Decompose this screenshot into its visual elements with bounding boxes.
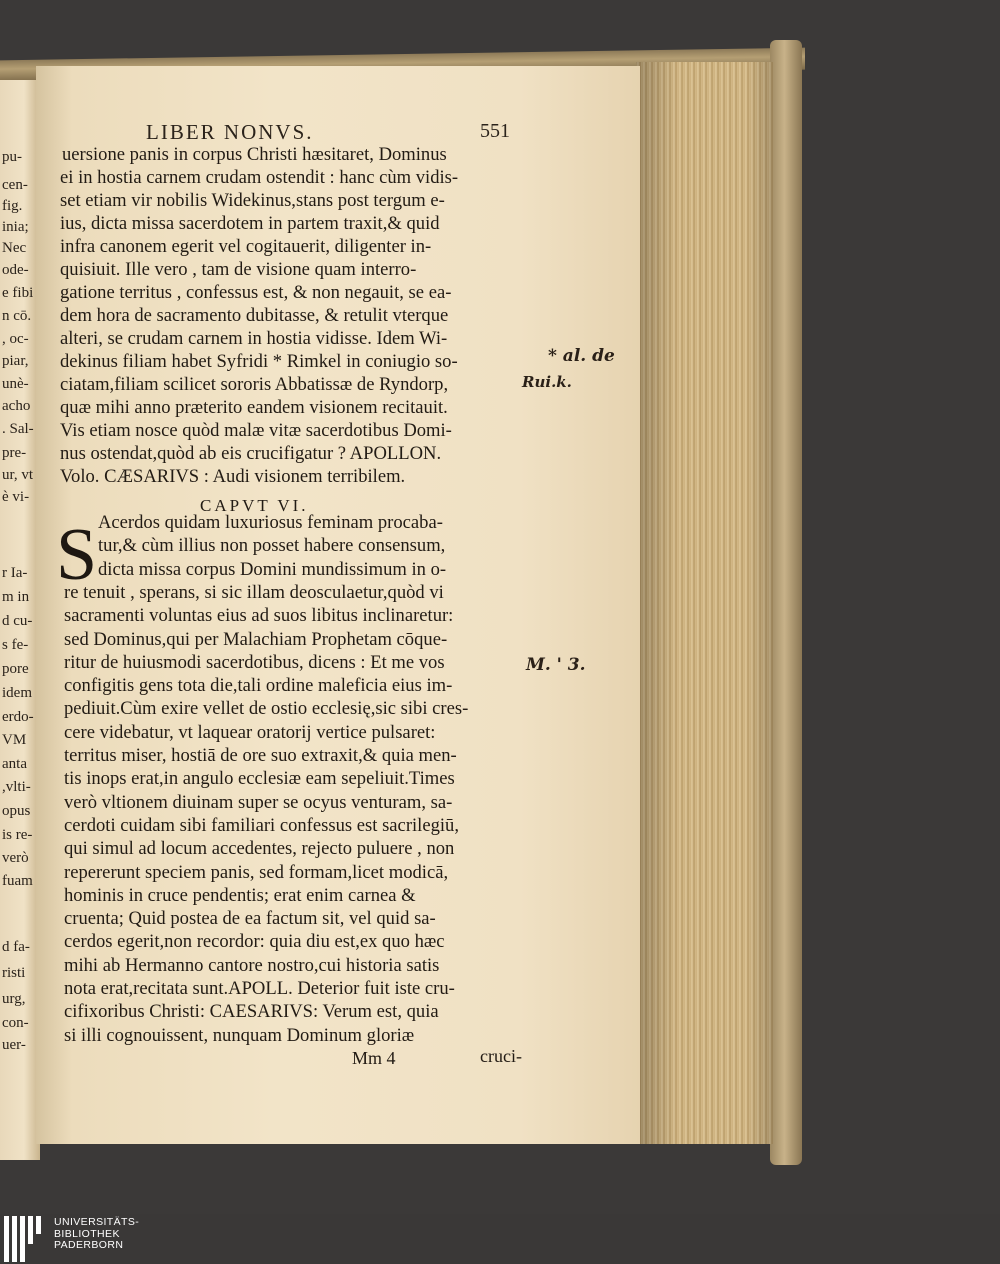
left-page-fragment-text: e fibi xyxy=(2,285,34,301)
library-logo-icon xyxy=(4,1216,48,1262)
left-page-fragment-text: pre- xyxy=(2,445,27,461)
text-line: dekinus filiam habet Syfridi * Rimkel in coniugio so- xyxy=(60,351,458,372)
catchword: cruci- xyxy=(480,1046,522,1066)
signature-mark: Mm 4 xyxy=(352,1048,396,1068)
chapter-text-line: cifixoribus Christi: CAESARIVS: Verum est, quia xyxy=(64,1001,439,1023)
left-page-fragment-text: VM xyxy=(2,732,27,748)
chapter-text-line: pediuit.Cùm exire vellet de ostio ecclesię,sic sibi cres- xyxy=(64,698,469,720)
footer-bar xyxy=(0,1214,1000,1264)
chapter-text-line: verò vltionem diuinam super se ocyus venturam, sa- xyxy=(64,791,453,813)
text-line: dem hora de sacramento dubitasse, & retulit vterque xyxy=(60,305,449,326)
left-page-fragment-text: urg, xyxy=(2,991,26,1007)
left-page-fragment-text: fig. xyxy=(2,198,23,214)
chapter-text-line: ritur de huiusmodi sacerdotibus, dicens : Et me vos xyxy=(64,651,445,673)
text-line: ius, dicta missa sacerdotem in partem traxit,& quid xyxy=(60,213,440,234)
left-page-fragment-text: è vi- xyxy=(2,489,30,505)
left-page-fragment-text: risti xyxy=(2,965,26,981)
chapter-text-line: repererunt speciem panis, sed formam,licet modicā, xyxy=(64,861,449,883)
left-page-fragment-text: Nec xyxy=(2,240,27,256)
text-line: ciatam,filiam scilicet sororis Abbatissæ de Ryndorp, xyxy=(60,374,449,395)
left-page-fragment-text: unè- xyxy=(2,376,29,392)
chapter-text-line: tur,& cùm illius non posset habere consensum, xyxy=(98,535,446,557)
left-page-fragment-text: con- xyxy=(2,1015,29,1031)
chapter-text-line: configitis gens tota die,tali ordine maleficia eius im- xyxy=(64,675,453,697)
left-page-fragment-text: m in xyxy=(2,589,30,605)
chapter-text-line: nota erat,recitata sunt.APOLL. Deterior fuit iste cru- xyxy=(64,978,455,999)
left-page-fragment-text: ur, vt xyxy=(2,467,34,483)
chapter-heading: CAPVT VI. xyxy=(200,496,309,515)
library-name-line1: UNIVERSITÄTS- xyxy=(54,1216,140,1228)
left-page-fragment-text: ode- xyxy=(2,262,29,278)
left-page-fragment-text: piar, xyxy=(2,353,29,369)
margin-note-3: M. ' 3. xyxy=(526,655,586,675)
chapter-text-line: cerdos egerit,non recordor: quia diu est,ex quo hæc xyxy=(64,931,445,953)
library-name xyxy=(54,1217,139,1252)
text-line: quisiuit. Ille vero , tam de visione quam interro- xyxy=(60,259,417,280)
left-page-fragment-text: ,vlti- xyxy=(2,779,31,795)
chapter-text-line: mihi ab Hermanno cantore nostro,cui historia satis xyxy=(64,954,440,976)
left-page-fragment-text: pu- xyxy=(2,149,22,165)
chapter-text-line: sed Dominus,qui per Malachiam Prophetam cōque- xyxy=(64,628,448,650)
chapter-text-line: Acerdos quidam luxuriosus feminam procaba- xyxy=(98,512,443,533)
text-line: infra canonem egerit vel cogitauerit, diligenter in- xyxy=(60,236,432,257)
drop-cap: S xyxy=(56,514,98,596)
left-page-fragment-text: n cō. xyxy=(2,308,32,324)
text-line: gatione territus , confessus est, & non negauit, se ea- xyxy=(60,282,452,303)
chapter-text-line: cere videbatur, vt laquear oratorij vertice pulsaret: xyxy=(64,721,436,743)
margin-note-1: * al. de xyxy=(548,346,615,366)
left-page-fragment-text: idem xyxy=(2,685,32,701)
chapter-text-line: cerdoti cuidam sibi familiari confessus est sacrilegiū, xyxy=(64,814,459,836)
left-page-fragment-text: fuam xyxy=(2,873,33,889)
left-page-fragment-text: acho xyxy=(2,398,31,414)
left-page-fragment-text: cen- xyxy=(2,177,28,193)
chapter-text-line: tis inops erat,in angulo ecclesiæ eam sepeliuit.Times xyxy=(64,768,455,790)
text-line: alteri, se crudam carnem in hostia vidisse. Idem Wi- xyxy=(60,328,448,349)
left-page-fragment-text: is re- xyxy=(2,827,33,843)
chapter-text-line: hominis in cruce pendentis; erat enim carnea & xyxy=(64,884,416,906)
chapter-text-line: dicta missa corpus Domini mundissimum in o- xyxy=(98,558,447,580)
left-page-fragment-text: , oc- xyxy=(2,331,29,347)
chapter-text-line: sacramenti voluntas eius ad suos libitus inclinaretur: xyxy=(64,605,454,627)
cover-board-right xyxy=(770,40,802,1165)
left-page-fragment-text: anta xyxy=(2,756,27,772)
left-page-fragment xyxy=(0,80,40,1160)
left-page-fragment-text: d fa- xyxy=(2,939,30,955)
left-page-fragment-text: erdo- xyxy=(2,709,34,725)
left-page-fragment-text: s fe- xyxy=(2,637,29,653)
text-line: Vis etiam nosce quòd malæ vitæ sacerdotibus Domi- xyxy=(60,420,452,441)
left-page-fragment-text: opus xyxy=(2,803,31,819)
left-page-fragment-text: verò xyxy=(2,850,29,866)
chapter-text-line: qui simul ad locum accedentes, rejecto puluere , non xyxy=(64,838,455,860)
text-line: quæ mihi anno præterito eandem visionem recitauit. xyxy=(60,397,448,418)
text-line: ei in hostia carnem crudam ostendit : hanc cùm vidis- xyxy=(60,167,459,188)
left-page-fragment-text: pore xyxy=(2,661,29,677)
chapter-text-line: cruenta; Quid postea de ea factum sit, vel quid sa- xyxy=(64,908,436,930)
text-line: Volo. CÆSARIVS : Audi visionem terribilem. xyxy=(60,466,406,487)
library-name-line3: PADERBORN xyxy=(54,1239,124,1251)
text-line: nus ostendat,quòd ab eis crucifigatur ? APOLLON. xyxy=(60,443,442,464)
chapter-text-line: re tenuit , sperans, si sic illam deosculaetur,quòd vi xyxy=(64,581,444,603)
margin-note-2: Rui.k. xyxy=(522,373,572,391)
page-number: 551 xyxy=(480,120,510,142)
fore-edge-shadow xyxy=(636,62,774,1144)
chapter-text-line: territus miser, hostiā de ore suo extraxit,& quia men- xyxy=(64,745,457,766)
left-page-fragment-text: d cu- xyxy=(2,613,33,629)
left-page-fragment-text: . Sal- xyxy=(2,421,34,437)
left-page-fragment-text: r Ia- xyxy=(2,565,28,581)
library-name-line2: BIBLIOTHEK xyxy=(54,1227,120,1240)
text-line: uersione panis in corpus Christi hæsitaret, Dominus xyxy=(62,144,447,165)
text-line: set etiam vir nobilis Widekinus,stans post tergum e- xyxy=(60,190,445,211)
left-page-fragment-text: inia; xyxy=(2,219,29,235)
running-head: LIBER NONVS. xyxy=(146,120,314,144)
left-page-fragment-text: uer- xyxy=(2,1037,26,1053)
chapter-text-line: si illi cognouissent, nunquam Dominum gloriæ xyxy=(64,1024,415,1046)
